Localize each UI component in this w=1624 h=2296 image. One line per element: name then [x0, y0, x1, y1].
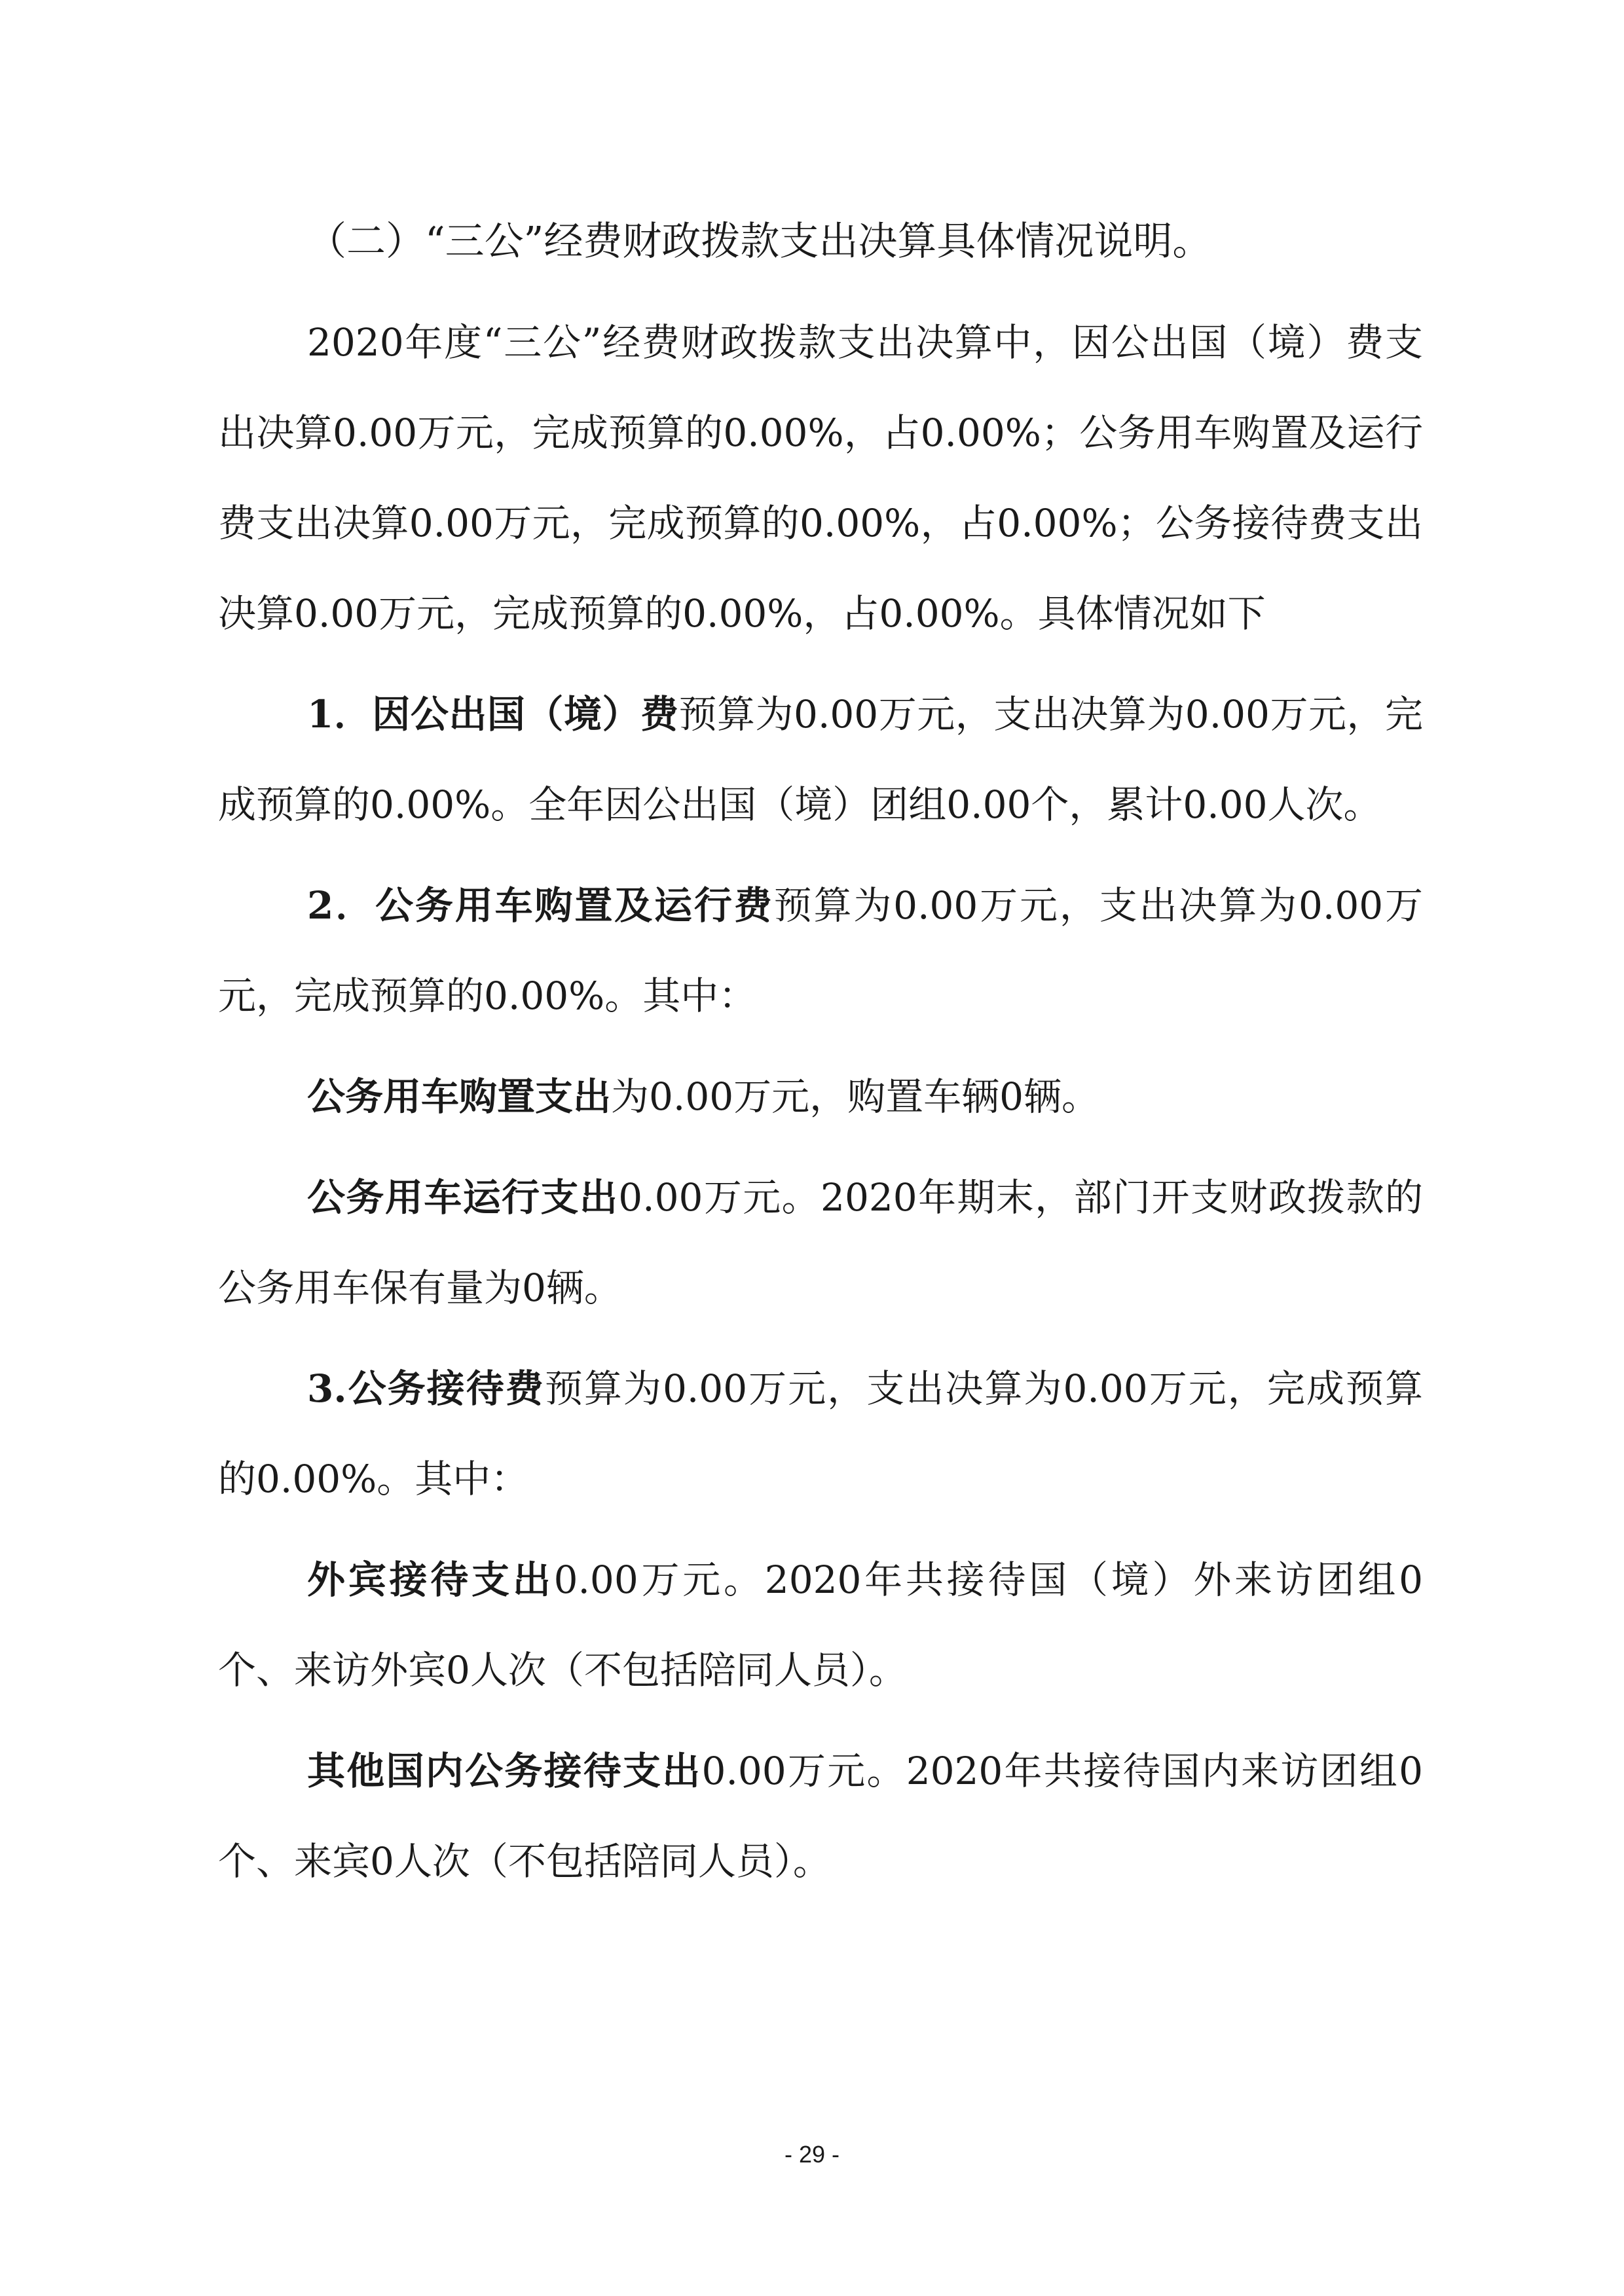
item-2a-lead: 公务用车购置支出: [307, 1074, 612, 1119]
item-3-lead: 3.公务接待费: [307, 1366, 545, 1411]
item-3b-lead: 其他国内公务接待支出: [307, 1749, 702, 1793]
item-2b-text: 0.00万元。2020年期末，部门开支财政拨款的公务用车保有量为0辆。: [218, 1175, 1423, 1310]
item-3-text: 预算为0.00万元，支出决算为0.00万元，完成预算的0.00%。其中：: [218, 1366, 1423, 1501]
item-1-paragraph: [218, 669, 1423, 850]
item-2-lead: 2．公务用车购置及运行费: [307, 883, 774, 928]
page-number: - 29 -: [784, 2141, 840, 2168]
item-1-text: 预算为0.00万元，支出决算为0.00万元，完成预算的0.00%。全年因公出国（境）团组0.00个，累计0.00人次。: [218, 692, 1423, 827]
item-2b-lead: 公务用车运行支出: [307, 1175, 619, 1220]
document-body: [218, 196, 1423, 1917]
section-heading: （二）“三公”经费财政拨款支出决算具体情况说明。: [307, 219, 1212, 264]
item-2b-paragraph: [218, 1152, 1423, 1333]
item-2a-paragraph: [218, 1051, 1423, 1142]
item-1-lead: 1．因公出国（境）费: [307, 692, 679, 737]
item-3b-text: 0.00万元。2020年共接待国内来访团组0个、来宾0人次（不包括陪同人员）。: [218, 1749, 1423, 1884]
item-2-text: 预算为0.00万元，支出决算为0.00万元，完成预算的0.00%。其中：: [218, 883, 1423, 1018]
item-3a-lead: 外宾接待支出: [307, 1558, 554, 1602]
item-3-paragraph: [218, 1343, 1423, 1524]
item-3b-paragraph: [218, 1726, 1423, 1906]
item-3a-paragraph: [218, 1535, 1423, 1715]
intro-paragraph: 2020年度“三公”经费财政拨款支出决算中，因公出国（境）费支出决算0.00万元，完成预算的0.00%，占0.00%；公务用车购置及运行费支出决算0.00万元，完成预算的0.00%，占0.00%；公务接待费支出决算0.00万元，完成预算的0.00%，占0.00%。具体情况如下: [218, 320, 1423, 636]
item-2a-text: 为0.00万元，购置车辆0辆。: [611, 1074, 1100, 1119]
item-2-paragraph: [218, 860, 1423, 1041]
item-3a-text: 0.00万元。2020年共接待国（境）外来访团组0个、来访外宾0人次（不包括陪同人员）。: [218, 1558, 1423, 1692]
